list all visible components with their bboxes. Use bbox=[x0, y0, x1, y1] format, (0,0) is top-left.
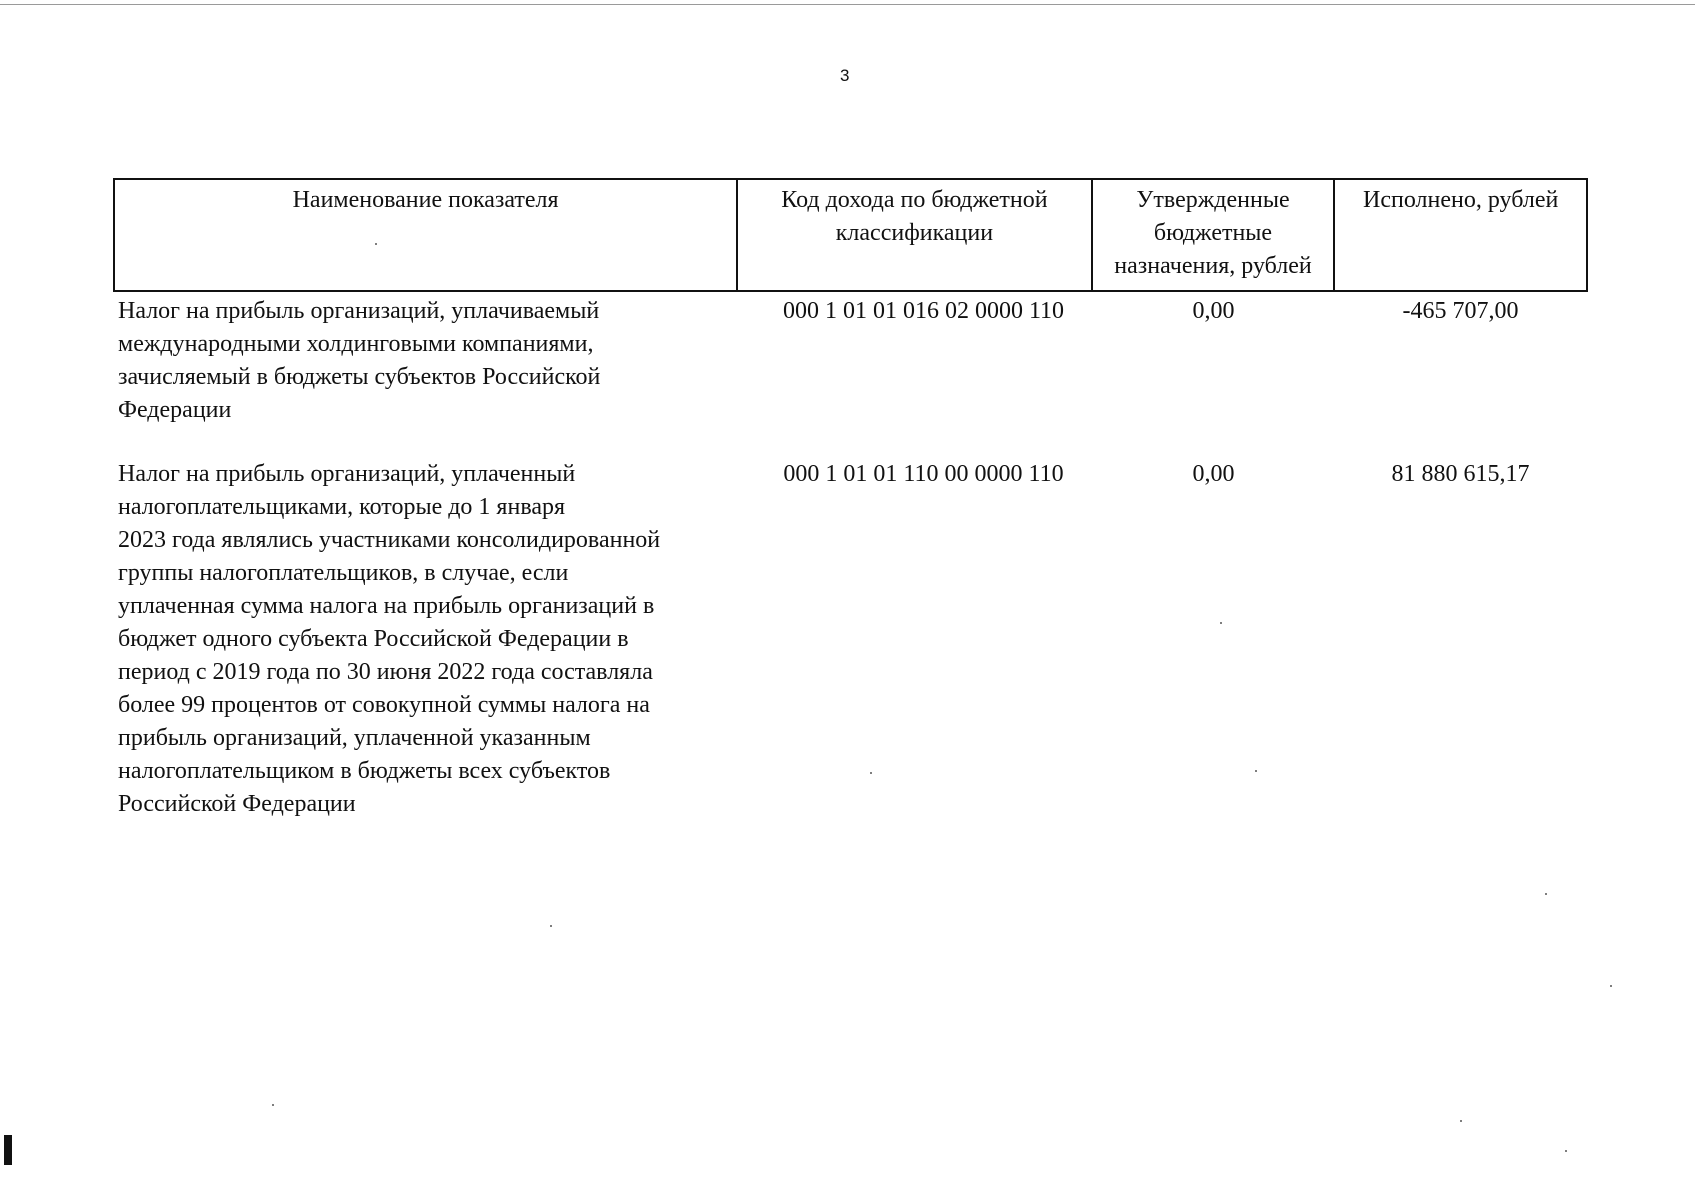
header-name: Наименование показателя bbox=[115, 180, 738, 290]
row-name-line: прибыль организаций, уплаченной указанным bbox=[118, 725, 591, 751]
table-row bbox=[113, 458, 1588, 821]
page-number: 3 bbox=[840, 66, 850, 85]
row-name-line: более 99 процентов от совокупной суммы налога на bbox=[118, 692, 650, 718]
row-name-line: Налог на прибыль организаций, уплаченный bbox=[118, 461, 576, 487]
scan-speck bbox=[870, 772, 872, 774]
row-name-line: Российской Федерации bbox=[118, 791, 356, 817]
scan-edge-mark bbox=[4, 1135, 12, 1165]
scan-speck bbox=[1610, 985, 1612, 987]
row-name bbox=[113, 295, 737, 427]
row-name-line: группы налогоплательщиков, в случае, если bbox=[118, 560, 569, 586]
row-name-line: Налог на прибыль организаций, уплачиваемый bbox=[118, 298, 600, 324]
table-header bbox=[113, 178, 1588, 292]
row-name-line: Федерации bbox=[118, 397, 232, 423]
row-plan: 0,00 bbox=[1192, 298, 1235, 324]
row-plan: 0,00 bbox=[1192, 461, 1235, 487]
row-done: -465 707,00 bbox=[1402, 298, 1519, 324]
row-name-line: международными холдинговыми компаниями, bbox=[118, 331, 594, 357]
row-name-line: налогоплательщиком в бюджеты всех субъектов bbox=[118, 758, 611, 784]
row-name bbox=[113, 458, 737, 821]
scan-speck bbox=[1255, 770, 1257, 772]
scan-speck bbox=[1460, 1120, 1462, 1122]
table-row bbox=[113, 295, 1588, 427]
scan-speck bbox=[272, 1104, 274, 1106]
header-code: Код дохода по бюджетной классификации bbox=[738, 180, 1093, 290]
scan-speck bbox=[1565, 1150, 1567, 1152]
row-name-line: зачисляемый в бюджеты субъектов Российской bbox=[118, 364, 601, 390]
scan-speck bbox=[1220, 622, 1222, 624]
row-code: 000 1 01 01 110 00 0000 110 bbox=[783, 461, 1064, 487]
row-code: 000 1 01 01 016 02 0000 110 bbox=[782, 298, 1065, 324]
scan-speck bbox=[375, 243, 377, 245]
row-name-line: налогоплательщиками, которые до 1 января bbox=[118, 494, 566, 520]
scan-edge-line bbox=[0, 4, 1695, 5]
row-name-line: 2023 года являлись участниками консолидированной bbox=[118, 527, 661, 553]
header-plan: Утвержденные бюджетные назначения, рублей bbox=[1093, 180, 1336, 290]
scan-speck bbox=[550, 925, 552, 927]
row-name-line: бюджет одного субъекта Российской Федерации в bbox=[118, 626, 629, 652]
row-name-line: уплаченная сумма налога на прибыль организаций в bbox=[118, 593, 655, 619]
row-name-line: период с 2019 года по 30 июня 2022 года составляла bbox=[118, 659, 653, 685]
scan-speck bbox=[1545, 893, 1547, 895]
row-done: 81 880 615,17 bbox=[1391, 461, 1530, 487]
header-done: Исполнено, рублей bbox=[1363, 187, 1559, 213]
